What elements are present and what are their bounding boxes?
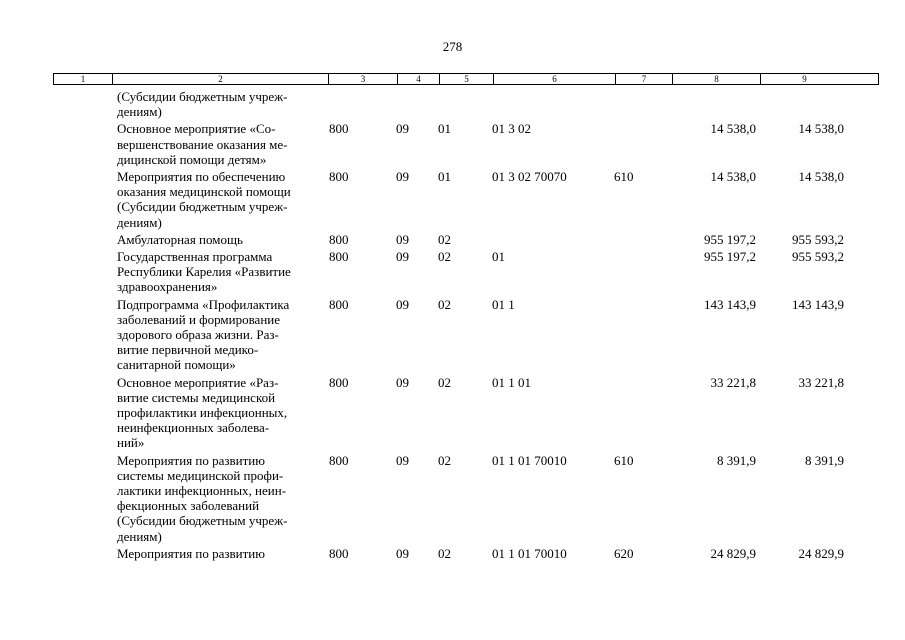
expense-type-code	[614, 375, 671, 451]
item-name: Мероприятия по развитию	[117, 545, 265, 561]
table-row	[53, 121, 879, 167]
section-code: 09	[396, 452, 409, 468]
cell-col1	[53, 453, 111, 544]
ministry-code: 800	[329, 296, 349, 312]
item-name: Основное мероприятие «Со- вершенствование оказания ме- дицинской помощи детям»	[117, 121, 288, 167]
column-header: 8	[672, 74, 760, 84]
table-row	[53, 546, 879, 561]
target-article-code	[492, 89, 614, 119]
subsection-code: 02	[438, 296, 451, 312]
amount-col8: 955 197,2	[704, 231, 756, 247]
item-name: Мероприятия по развитию системы медицинской профи- лактики инфекционных, неин- фекционных заболеваний (Субсидии бюджетным учреж- дениям)	[117, 452, 288, 544]
section-code: 09	[396, 169, 409, 185]
expense-type-code	[614, 89, 671, 119]
amount-col8: 14 538,0	[710, 169, 756, 185]
table-row	[53, 232, 879, 247]
subsection-code: 02	[438, 249, 451, 265]
table-row	[53, 453, 879, 544]
target-article-code: 01 1	[492, 296, 515, 312]
expense-type-code: 610	[614, 169, 634, 185]
item-name: Мероприятия по обеспечению оказания медицинской помощи (Субсидии бюджетным учреж- дениям)	[117, 169, 291, 230]
ministry-code: 800	[329, 452, 349, 468]
column-header: 3	[328, 74, 397, 84]
target-article-code: 01 3 02 70070	[492, 169, 567, 185]
amount-col9: 955 593,2	[792, 231, 844, 247]
ministry-code: 800	[329, 169, 349, 185]
column-header: 2	[112, 74, 328, 84]
expense-type-code: 620	[614, 545, 634, 561]
item-name: Подпрограмма «Профилактика заболеваний и формирование здорового образа жизни. Раз- витие первичной медико- санитарной помощи»	[117, 296, 290, 373]
table-header	[53, 73, 879, 85]
amount-col9: 33 221,8	[798, 374, 844, 390]
expense-type-code	[614, 249, 671, 295]
amount-col9: 143 143,9	[792, 296, 844, 312]
column-header: 9	[760, 74, 848, 84]
expense-type-code	[614, 121, 671, 167]
target-article-code: 01 1 01	[492, 374, 531, 390]
target-article-code: 01	[492, 249, 505, 265]
subsection-code: 02	[438, 452, 451, 468]
subsection-code: 02	[438, 545, 451, 561]
amount-col8: 143 143,9	[704, 296, 756, 312]
ministry-code: 800	[329, 231, 349, 247]
item-name: Амбулаторная помощь	[117, 231, 243, 247]
cell-col1	[53, 546, 111, 561]
ministry-code	[327, 89, 396, 119]
amount-col9: 24 829,9	[798, 545, 844, 561]
subsection-code: 01	[438, 169, 451, 185]
amount-col9: 14 538,0	[798, 169, 844, 185]
target-article-code	[492, 232, 614, 247]
ministry-code: 800	[329, 249, 349, 265]
subsection-code: 02	[438, 231, 451, 247]
amount-col9: 955 593,2	[792, 249, 844, 265]
target-article-code: 01 3 02	[492, 121, 531, 137]
section-code: 09	[396, 545, 409, 561]
section-code	[396, 89, 438, 119]
amount-col8: 24 829,9	[710, 545, 756, 561]
ministry-code: 800	[329, 121, 349, 137]
column-header: 1	[80, 74, 86, 84]
column-header: 6	[493, 74, 615, 84]
amount-col8: 14 538,0	[710, 121, 756, 137]
table-row	[53, 249, 879, 295]
target-article-code: 01 1 01 70010	[492, 452, 567, 468]
table-row	[53, 297, 879, 373]
cell-col1	[53, 375, 111, 451]
item-name: Государственная программа Республики Карелия «Развитие здравоохранения»	[117, 249, 291, 295]
table-row	[53, 375, 879, 451]
section-code: 09	[396, 374, 409, 390]
expense-type-code	[614, 297, 671, 373]
expense-type-code: 610	[614, 452, 634, 468]
amount-col9	[759, 89, 847, 119]
target-article-code: 01 1 01 70010	[492, 545, 567, 561]
ministry-code: 800	[329, 545, 349, 561]
subsection-code: 01	[438, 121, 451, 137]
table-row	[53, 169, 879, 230]
section-code: 09	[396, 231, 409, 247]
table-body	[53, 89, 879, 563]
section-code: 09	[396, 249, 409, 265]
page-number: 278	[442, 39, 463, 54]
section-code: 09	[396, 296, 409, 312]
amount-col8: 8 391,9	[717, 452, 756, 468]
expense-type-code	[614, 232, 671, 247]
column-header: 5	[439, 74, 493, 84]
amount-col9: 14 538,0	[798, 121, 844, 137]
column-header: 7	[615, 74, 672, 84]
table-row	[53, 89, 879, 119]
cell-col1	[53, 89, 111, 119]
amount-col8	[671, 89, 759, 119]
cell-col1	[53, 249, 111, 295]
cell-col1	[53, 297, 111, 373]
cell-col1	[53, 169, 111, 230]
subsection-code	[438, 89, 492, 119]
ministry-code: 800	[329, 374, 349, 390]
cell-col1	[53, 232, 111, 247]
subsection-code: 02	[438, 374, 451, 390]
amount-col8: 33 221,8	[710, 374, 756, 390]
item-name: (Субсидии бюджетным учреж- дениям)	[117, 89, 288, 120]
amount-col9: 8 391,9	[805, 452, 844, 468]
amount-col8: 955 197,2	[704, 249, 756, 265]
item-name: Основное мероприятие «Раз- витие системы медицинской профилактики инфекционных, неинфекционных заболева- ний»	[117, 374, 288, 451]
cell-col1	[53, 121, 111, 167]
section-code: 09	[396, 121, 409, 137]
column-header: 4	[397, 74, 439, 84]
